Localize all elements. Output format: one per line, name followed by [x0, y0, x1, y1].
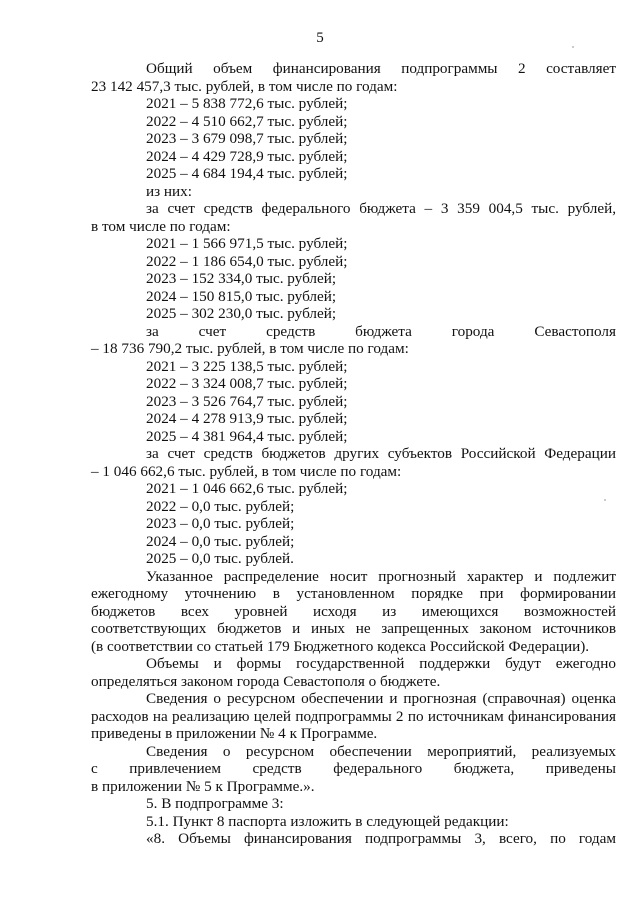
text-line: за счет средств бюджетов других субъектов Российской Федерации — [146, 445, 616, 462]
text-line: 2023 – 152 334,0 тыс. рублей; — [146, 270, 337, 287]
text-line: 2025 – 0,0 тыс. рублей. — [146, 550, 294, 567]
text-line: Общий объем финансирования подпрограммы 2 составляет — [146, 60, 616, 77]
text-line: за счет средств бюджета города Севастополя — [146, 322, 616, 340]
text-line: 2024 – 4 278 913,9 тыс. рублей; — [146, 410, 348, 427]
text-line: 2021 – 1 566 971,5 тыс. рублей; — [146, 235, 348, 252]
text-line: Сведения о ресурсном обеспечении мероприятий, реализуемых — [146, 742, 616, 760]
text-line: определяться законом города Севастополя о бюджете. — [91, 672, 441, 690]
text-line: 5. В подпрограмме 3: — [146, 795, 284, 812]
text-line: 2024 – 150 815,0 тыс. рублей; — [146, 287, 337, 305]
text-line: 2022 – 0,0 тыс. рублей; — [146, 497, 295, 515]
text-line: приведены в приложении № 4 к Программе. — [91, 725, 378, 742]
text-line: 2022 – 4 510 662,7 тыс. рублей; — [146, 112, 348, 130]
text-line: за счет средств федерального бюджета – 3 359 004,5 тыс. рублей, — [146, 200, 616, 217]
text-line: – 18 736 790,2 тыс. рублей, в том числе по годам: — [91, 340, 409, 357]
text-line: 23 142 457,3 тыс. рублей, в том числе по годам: — [91, 77, 398, 95]
text-line: 2023 – 3 679 098,7 тыс. рублей; — [146, 130, 348, 147]
text-line: 2025 – 4 684 194,4 тыс. рублей; — [146, 165, 348, 182]
text-line: соответствующих бюджетов и иных не запрещенных законом источников — [91, 620, 616, 637]
text-line: 5.1. Пункт 8 паспорта изложить в следующей редакции: — [146, 812, 509, 830]
text-line: 2022 – 1 186 654,0 тыс. рублей; — [146, 252, 348, 270]
text-line: Указанное распределение носит прогнозный характер и подлежит — [146, 567, 616, 585]
text-line: «8. Объемы финансирования подпрограммы 3, всего, по годам — [146, 830, 616, 847]
text-line: 2021 – 5 838 772,6 тыс. рублей; — [146, 95, 348, 112]
text-line: 2023 – 0,0 тыс. рублей; — [146, 515, 295, 532]
text-line: – 1 046 662,6 тыс. рублей, в том числе по годам: — [91, 462, 402, 480]
text-line: 2025 – 302 230,0 тыс. рублей; — [146, 305, 337, 322]
text-line: в том числе по годам: — [91, 217, 231, 235]
text-line: 2024 – 4 429 728,9 тыс. рублей; — [146, 147, 348, 165]
text-line: Объемы и формы государственной поддержки будут ежегодно — [146, 655, 616, 672]
text-line: 2022 – 3 324 008,7 тыс. рублей; — [146, 375, 348, 392]
text-line: Сведения о ресурсном обеспечении и прогнозная (справочная) оценка — [146, 690, 616, 707]
text-line: из них: — [146, 182, 192, 200]
text-line: (в соответствии со статьей 179 Бюджетного кодекса Российской Федерации). — [91, 637, 590, 655]
page-number: 5 — [316, 30, 324, 46]
text-line: ежегодному уточнению в установленном порядке при формировании — [91, 585, 616, 602]
text-line: 2021 – 1 046 662,6 тыс. рублей; — [146, 480, 348, 497]
text-line: 2025 – 4 381 964,4 тыс. рублей; — [146, 427, 348, 445]
text-line: 2021 – 3 225 138,5 тыс. рублей; — [146, 357, 348, 375]
scan-speck — [572, 46, 574, 48]
text-line: 2023 – 3 526 764,7 тыс. рублей; — [146, 392, 348, 410]
text-line: в приложении № 5 к Программе.». — [91, 777, 315, 795]
text-line: расходов на реализацию целей подпрограммы 2 по источникам финансирования — [91, 707, 616, 725]
text-line: с привлечением средств федерального бюджета, приведены — [91, 760, 616, 777]
text-line: 2024 – 0,0 тыс. рублей; — [146, 532, 295, 550]
scan-speck — [604, 499, 606, 501]
text-line: бюджетов всех уровней исходя из имеющихся возможностей — [91, 602, 616, 620]
document-body — [91, 60, 616, 848]
